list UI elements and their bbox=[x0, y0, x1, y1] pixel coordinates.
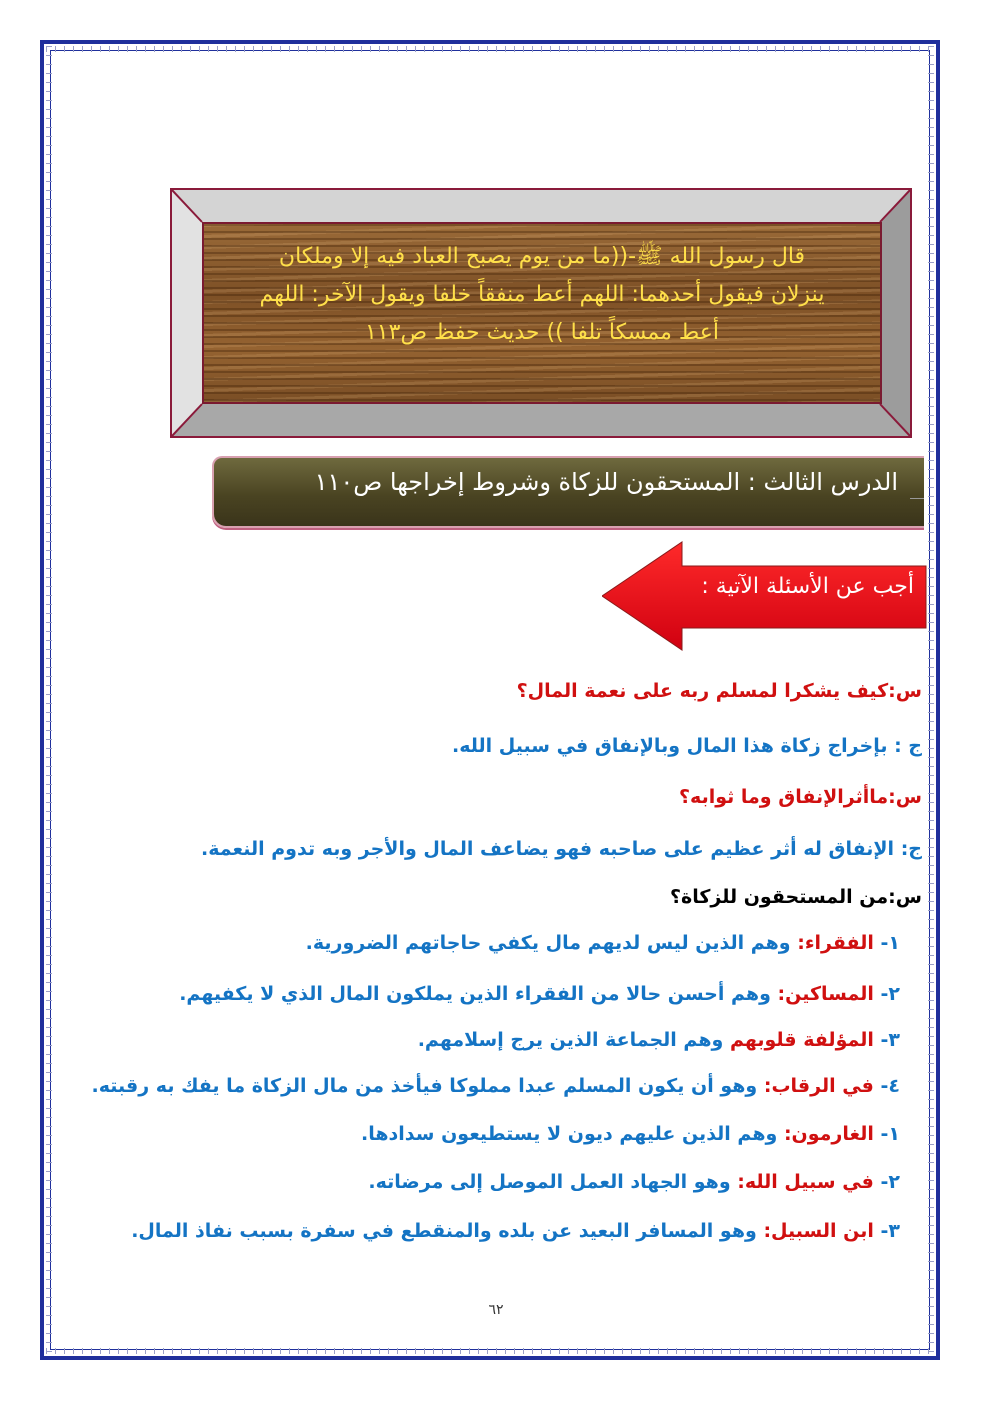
question-prefix: س: bbox=[888, 680, 922, 702]
answer-2 bbox=[201, 838, 922, 860]
page-border-pattern-bottom bbox=[46, 1348, 934, 1354]
item-desc: وهو الجهاد العمل الموصل إلى مرضاته. bbox=[368, 1171, 731, 1193]
item-term: في الرقاب: bbox=[763, 1075, 874, 1097]
page-border-pattern-left bbox=[46, 46, 52, 1354]
hadith-line-3: أعط ممسكاً تلفا )) حديث حفظ ص١١٣ bbox=[364, 320, 719, 345]
answer-prefix: ج: bbox=[900, 838, 922, 860]
item-desc: وهم الذين ليس لديهم مال يكفي حاجاتهم الضرورية. bbox=[305, 932, 791, 954]
item-desc: وهم الذين عليهم ديون لا يستطيعون سدادها. bbox=[361, 1123, 778, 1145]
answer-prefix: ج : bbox=[894, 735, 922, 757]
question-text: ماأثرالإنفاق وما ثوابه؟ bbox=[679, 786, 889, 808]
answer-text: الإنفاق له أثر عظيم على صاحبه فهو يضاعف المال والأجر وبه تدوم النعمة. bbox=[201, 838, 895, 860]
item-desc: وهم أحسن حالا من الفقراء الذين يملكون المال الذي لا يكفيهم. bbox=[179, 983, 771, 1005]
instruction-text: أجب عن الأسئلة الآتية : bbox=[701, 574, 914, 599]
item-desc: وهو أن يكون المسلم عبدا مملوكا فيأخذ من مال الزكاة ما يفك به رقبته. bbox=[91, 1075, 758, 1097]
hadith-text-panel bbox=[202, 222, 882, 404]
bar-tick bbox=[910, 498, 924, 499]
question-prefix: س: bbox=[888, 786, 922, 808]
question-text: كيف يشكرا لمسلم ربه على نعمة المال؟ bbox=[516, 680, 889, 702]
recipient-item bbox=[131, 1220, 900, 1242]
item-term: المؤلفة قلوبهم bbox=[729, 1029, 874, 1051]
item-number: ٤- bbox=[880, 1075, 900, 1097]
question-text: من المستحقون للزكاة؟ bbox=[669, 886, 889, 908]
lesson-title-bar bbox=[212, 456, 924, 528]
lesson-title: الدرس الثالث : المستحقون للزكاة وشروط إخراجها ص١١٠ bbox=[314, 468, 898, 496]
item-term: في سبيل الله: bbox=[737, 1171, 874, 1193]
hadith-line-2: ينزلان فيقول أحدهما: اللهم أعط منفقاً خلفا ويقول الآخر: اللهم bbox=[259, 282, 825, 307]
question-prefix: س: bbox=[888, 886, 922, 908]
item-number: ٣- bbox=[880, 1220, 900, 1242]
item-term: ابن السبيل: bbox=[763, 1220, 874, 1242]
question-3 bbox=[670, 886, 922, 908]
item-number: ١- bbox=[880, 1123, 900, 1145]
item-number: ٣- bbox=[880, 1029, 900, 1051]
hadith-line-1: قال رسول الله ﷺ-((ما من يوم يصبح العباد فيه إلا وملكان bbox=[278, 244, 806, 269]
item-number: ١- bbox=[880, 932, 900, 954]
instruction-arrow bbox=[602, 540, 928, 652]
page-number: ٦٢ bbox=[488, 1302, 504, 1318]
item-term: الفقراء: bbox=[797, 932, 874, 954]
answer-1 bbox=[452, 735, 922, 757]
item-desc: وهم الجماعة الذين يرج إسلامهم. bbox=[417, 1029, 724, 1051]
recipient-item bbox=[368, 1171, 900, 1193]
question-1 bbox=[517, 680, 922, 702]
recipient-item bbox=[179, 983, 900, 1005]
item-number: ٢- bbox=[880, 983, 900, 1005]
answer-text: بإخراج زكاة هذا المال وبالإنفاق في سبيل الله. bbox=[452, 735, 888, 757]
recipient-item bbox=[361, 1123, 900, 1145]
recipient-item bbox=[306, 932, 900, 954]
recipient-item bbox=[418, 1029, 900, 1051]
page-border-pattern-top bbox=[46, 46, 934, 52]
item-number: ٢- bbox=[880, 1171, 900, 1193]
hadith-frame bbox=[170, 188, 912, 438]
page-border-pattern-right bbox=[928, 46, 934, 1354]
recipient-item bbox=[92, 1075, 900, 1097]
question-2 bbox=[679, 786, 922, 808]
item-term: المساكين: bbox=[777, 983, 874, 1005]
item-desc: وهو المسافر البعيد عن بلده والمنقطع في سفرة بسبب نفاذ المال. bbox=[131, 1220, 757, 1242]
item-term: الغارمون: bbox=[783, 1123, 874, 1145]
